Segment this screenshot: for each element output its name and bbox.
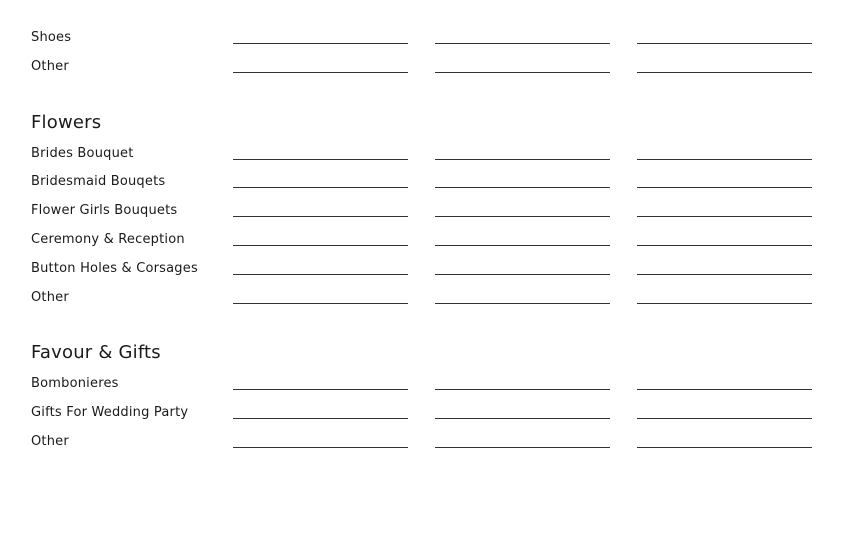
row-ceremony-reception — [31, 232, 831, 252]
blank-line-2[interactable] — [435, 418, 610, 419]
row-bombonieres — [31, 376, 831, 396]
blank-line-3[interactable] — [637, 303, 812, 304]
blank-line-3[interactable] — [637, 216, 812, 217]
blank-line-2[interactable] — [435, 216, 610, 217]
blank-line-2[interactable] — [435, 303, 610, 304]
blank-line-2[interactable] — [435, 187, 610, 188]
row-brides-bouquet — [31, 146, 831, 166]
blank-line-1[interactable] — [233, 72, 408, 73]
blank-line-3[interactable] — [637, 418, 812, 419]
blank-line-2[interactable] — [435, 447, 610, 448]
blank-line-1[interactable] — [233, 274, 408, 275]
blank-line-1[interactable] — [233, 389, 408, 390]
row-label: Other — [31, 290, 69, 305]
blank-line-3[interactable] — [637, 447, 812, 448]
blank-line-1[interactable] — [233, 303, 408, 304]
row-other-flowers — [31, 290, 831, 310]
row-label: Flower Girls Bouquets — [31, 203, 178, 218]
row-gifts-wedding-party — [31, 405, 831, 425]
blank-line-2[interactable] — [435, 72, 610, 73]
blank-line-3[interactable] — [637, 72, 812, 73]
blank-line-3[interactable] — [637, 43, 812, 44]
blank-line-1[interactable] — [233, 418, 408, 419]
section-title-flowers: Flowers — [31, 112, 102, 133]
blank-line-1[interactable] — [233, 159, 408, 160]
row-other-favours — [31, 434, 831, 454]
blank-line-3[interactable] — [637, 159, 812, 160]
row-shoes — [31, 30, 831, 50]
blank-line-3[interactable] — [637, 389, 812, 390]
blank-line-1[interactable] — [233, 187, 408, 188]
blank-line-2[interactable] — [435, 389, 610, 390]
row-bridesmaid-bouqets — [31, 174, 831, 194]
row-label: Button Holes & Corsages — [31, 261, 198, 276]
blank-line-2[interactable] — [435, 245, 610, 246]
blank-line-3[interactable] — [637, 274, 812, 275]
row-label: Bridesmaid Bouqets — [31, 174, 166, 189]
row-label: Gifts For Wedding Party — [31, 405, 189, 420]
section-title-favour-gifts: Favour & Gifts — [31, 342, 161, 363]
blank-line-1[interactable] — [233, 447, 408, 448]
row-label: Brides Bouquet — [31, 146, 134, 161]
blank-line-3[interactable] — [637, 187, 812, 188]
row-label: Bombonieres — [31, 376, 119, 391]
row-button-holes-corsages — [31, 261, 831, 281]
row-flower-girls-bouquets — [31, 203, 831, 223]
blank-line-1[interactable] — [233, 245, 408, 246]
row-label: Other — [31, 434, 69, 449]
blank-line-2[interactable] — [435, 274, 610, 275]
row-label: Ceremony & Reception — [31, 232, 185, 247]
blank-line-1[interactable] — [233, 43, 408, 44]
row-label: Other — [31, 59, 69, 74]
blank-line-2[interactable] — [435, 43, 610, 44]
blank-line-1[interactable] — [233, 216, 408, 217]
row-other-top — [31, 59, 831, 79]
blank-line-2[interactable] — [435, 159, 610, 160]
row-label: Shoes — [31, 30, 72, 45]
blank-line-3[interactable] — [637, 245, 812, 246]
